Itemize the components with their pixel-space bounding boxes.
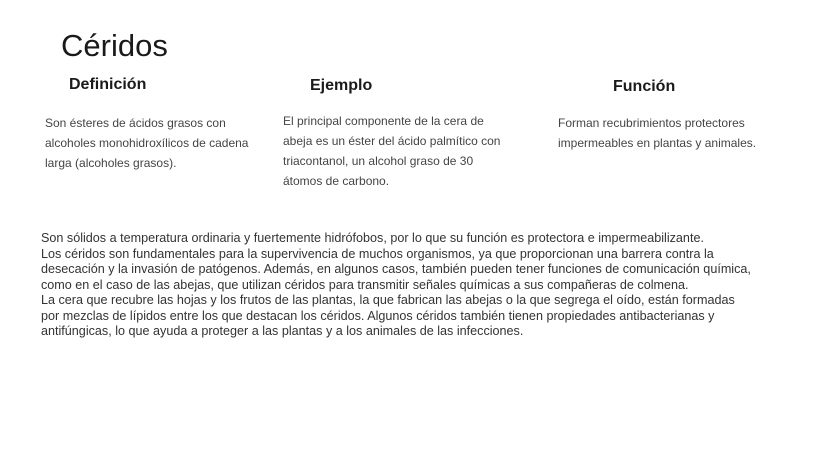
definition-heading: Definición bbox=[69, 76, 147, 93]
body-text bbox=[41, 231, 751, 340]
example-heading: Ejemplo bbox=[310, 77, 373, 94]
body-paragraph-importance: Los céridos son fundamentales para la supervivencia de muchos organismos, ya que proporcionan una barrera contra la desecación y la invasión de patógenos. Además, en algunos casos, también pueden tener funciones de comunicación química, como en el caso de las abejas, que utilizan céridos para transmitir señales químicas a sus compañeras de colmena. bbox=[41, 246, 751, 292]
body-paragraph-examples: La cera que recubre las hojas y los frutos de las plantas, la que fabrican las abejas o la que segrega el oído, están formadas por mezclas de lípidos entre los que destacan los céridos. Algunos céridos también tienen propiedades antibacterianas y antifúngicas, lo que ayuda a proteger a las plantas y a los animales de las infecciones. bbox=[41, 293, 735, 338]
slide-title: Céridos bbox=[61, 28, 168, 63]
function-text: Forman recubrimientos protectores impermeables en plantas y animales. bbox=[558, 116, 757, 150]
example-text: El principal componente de la cera de abeja es un éster del ácido palmítico con triacontanol, un alcohol graso de 30 átomos de carbono. bbox=[283, 114, 501, 188]
body-paragraph-properties: Son sólidos a temperatura ordinaria y fuertemente hidrófobos, por lo que su función es protectora e impermeabilizante. bbox=[41, 231, 704, 245]
function-heading: Función bbox=[613, 78, 676, 95]
definition-text: Son ésteres de ácidos grasos con alcoholes monohidroxílicos de cadena larga (alcoholes grasos). bbox=[45, 116, 249, 170]
